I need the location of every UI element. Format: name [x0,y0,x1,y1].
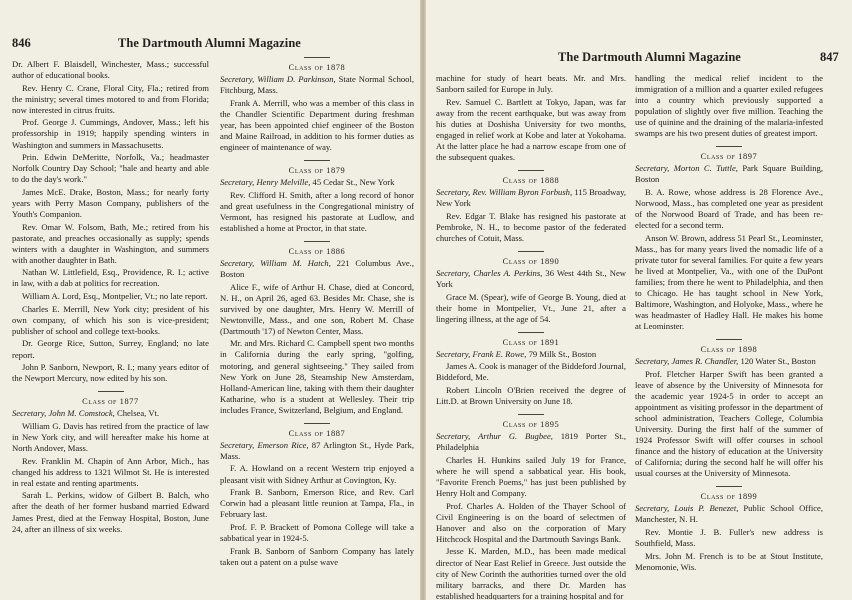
secretary-address: 36 West 44th St., New York [436,267,626,289]
secretary-label: Secretary, [220,439,255,450]
note-paragraph: Grace M. (Spear), wife of George B. Young, died at their home in Montpelier, Vt., June 21, after a lingering illness, at the age of 54. [436,291,626,324]
note-paragraph: Rev. Edgar T. Blake has resigned his pastorate at Pembroke, N. H., to become pastor of the federated churches of Cotuit, Mass. [436,210,626,243]
note-paragraph: Rev. Clifford H. Smith, after a long record of honor and great usefulness in the Congregational ministry of Vermont, has resigned his pastorate at Ludlow, and established a home at Proctor, in that state. [220,189,414,233]
secretary-name: Louis P. Benezet, [674,503,739,514]
note-paragraph: Alice F., wife of Arthur H. Chase, died at Concord, N. H., on April 26, aged 63. Besides Mr. Chase, she is survived by one daughter, Mrs. Henry W. Merrill of Newtonville, Mass., and one son, Robert M. Chase (Dartmouth '17) of Newton Center, Mass. [220,281,414,336]
secretary-name: Arthur G. Bugbee, [478,431,553,442]
right-column-1 [436,73,626,600]
page-number: 846 [12,36,31,50]
left-column-2 [220,50,414,569]
class-secretary [635,503,823,525]
note-paragraph: Frank B. Sanborn of Sanborn Company has lately taken out a patent on a pulse wave [220,545,414,567]
class-secretary [220,258,414,280]
secretary-name: Morton C. Tuttle, [673,163,738,174]
secretary-address: 45 Cedar St., New York [312,177,395,188]
note-paragraph: Dr. Albert F. Blaisdell, Winchester, Mass.; successful author of educational books. [12,59,209,81]
secretary-address: Public School Office, Manchester, N. H. [635,503,824,525]
secretary-label: Secretary, [436,187,471,198]
class-secretary [220,440,414,462]
note-paragraph: Frank A. Merrill, who was a member of this class in the Chandler Scientific Department during freshman year, has been appointed chief engineer of the Boston and Maine Railroad, in addition to his former duties as engineer of maintenance of way. [220,97,414,152]
secretary-name: James R. Chandler, [671,356,739,367]
running-head: The Dartmouth Alumni Magazine [118,36,301,50]
secretary-name: John M. Comstock, [48,408,115,419]
note-paragraph: handling the medical relief incident to the immigration of a million and a quarter exiled refugees into a country which previously supported a population of slightly over five million. Teaching the use of quinine and the draining of the malaria-infested swamps are his two present duties of greatest import. [635,73,823,139]
secretary-address: 221 Columbus Ave., Boston [220,257,414,279]
class-secretary [436,187,626,209]
secretary-address: 120 Water St., Boston [740,356,816,367]
class-heading: Class of 1888 [436,170,626,186]
class-heading: Class of 1877 [12,391,209,407]
note-paragraph: John P. Sanborn, Newport, R. I.; many years editor of the Newport Mercury, now edited by his son. [12,362,209,384]
note-paragraph: Mrs. John M. French is to be at Stout Institute, Menomonie, Wis. [635,550,823,572]
note-paragraph: machine for study of heart beats. Mr. and Mrs. Sanborn sailed for Europe in July. [436,73,626,95]
note-paragraph: Sarah L. Perkins, widow of Gilbert B. Balch, who after the death of her former husband married Edward James Prest, died at the Fenway Hospital, Boston, June 24, after an illness of six weeks. [12,490,209,534]
secretary-label: Secretary, [436,267,471,278]
note-paragraph: Rev. Montie J. B. Fuller's new address is Southfield, Mass. [635,527,823,549]
note-paragraph: Rev. Henry C. Crane, Floral City, Fla.; retired from the ministry; several times motored to and from Florida; now interested in citrus fruits. [12,82,209,115]
note-paragraph: Rev. Franklin M. Chapin of Ann Arbor, Mich., has changed his address to 1321 Wilmot St. He is interested in real estate and renting apartments. [12,455,209,488]
class-secretary [635,163,823,185]
secretary-address: 115 Broadway, New York [436,187,626,209]
note-paragraph: Nathan W. Littlefield, Esq., Providence, R. I.; active in law, with a dab at politics for recreation. [12,267,209,289]
class-heading: Class of 1879 [220,160,414,176]
class-heading: Class of 1891 [436,332,626,348]
secretary-name: Henry Melville, [256,177,311,188]
note-paragraph: Prof. Charles A. Holden of the Thayer School of Civil Engineering is on the board of selectmen of Hanover and also on the corporation of Mary Hitchcock Hospital and the Dartmouth Savings Bank. [436,500,626,544]
note-paragraph: Charles E. Merrill, New York city; president of his own company, of which his son is vice-president; publisher of school and college text-books. [12,303,209,336]
secretary-label: Secretary, [220,177,255,188]
secretary-label: Secretary, [436,431,471,442]
note-paragraph: Jesse K. Marden, M.D., has been made medical director of Near East Relief in Greece. Just outside the city of New Corinth the authorities turned over the old military barracks, and there Dr. Marden has established headquarters for a training hospital and for [436,546,626,600]
secretary-address: Park Square Building, Boston [635,163,823,185]
left-column-1 [12,59,209,536]
left-page [0,0,420,600]
secretary-address: 1819 Porter St., Philadelphia [436,431,626,453]
page-number: 847 [820,50,839,64]
secretary-name: William M. Hatch, [260,257,331,268]
note-paragraph: James A. Cook is manager of the Biddeford Journal, Biddeford, Me. [436,361,626,383]
secretary-name: Charles A. Perkins, [473,267,543,278]
class-secretary [220,177,414,188]
class-secretary [635,356,823,367]
class-secretary [12,408,209,419]
note-paragraph: Anson W. Brown, address 51 Pearl St., Leominster, Mass., has for many years lived the nomadic life of a private tutor for several families. For quite a few years he lived at Montpelier, Va., with one of the DuPont families; from there he went to Philadelphia, and then to Chicago. He has taught school in New York, Baltimore, Washington, and Holyoke, Mass., where he was headmaster of Hadley Hall. He makes his home at Leominster. [635,232,823,332]
secretary-label: Secretary, [436,348,471,359]
class-heading: Class of 1895 [436,414,626,430]
note-paragraph: William A. Lord, Esq., Montpelier, Vt.; no late report. [22,291,208,302]
right-page [426,0,852,600]
secretary-label: Secretary, [635,163,670,174]
class-secretary [220,74,414,96]
note-paragraph: Prof. George J. Cummings, Andover, Mass.; left his professorship in 1919; happily spending winters in Washington and summers in Massachusetts. [12,117,209,150]
note-paragraph: Rev. Samuel C. Bartlett at Tokyo, Japan, was far away from the recent earthquake, but was away from his duties at Doshisha University for two months, engaged in relief work at Kobe and later at Yokohama. At the latter place he had a narrow escape from one of the subsequent quakes. [436,96,626,162]
secretary-address: 87 Arlington St., Hyde Park, Mass. [220,439,414,461]
note-paragraph: Prof. Fletcher Harper Swift has been granted a leave of absence by the University of Minnesota for the academic year 1924-5 in order to accept an appointment as visiting professor in the department of school administration, Teachers College, Columbia University. During the first half of the summer of 1924 Professor Swift will offer courses in school finance and the history of education at the University of California; during the second half he will offer his usual courses at the University of Minnesota. [635,368,823,479]
class-heading: Class of 1886 [220,241,414,257]
note-paragraph: Mr. and Mrs. Richard C. Campbell spent two months in California during the early spring, "golfing, motoring, and general sightseeing." They sailed from New York on June 28, Steamship New Amsterdam, Holland-American line, taking with them their daughter Katharine, who is a student at Wellesley. Their trip includes France, Switzerland, Belgium, and England. [220,338,414,415]
note-paragraph: F. A. Howland on a recent Western trip enjoyed a pleasant visit with Sidney Arthur at Covington, Ky. [220,463,414,485]
class-heading: Class of 1897 [635,146,823,162]
running-head: The Dartmouth Alumni Magazine [558,50,741,64]
secretary-address: State Normal School, Fitchburg, Mass. [220,74,414,96]
note-paragraph: Prof. F. P. Brackett of Pomona College will take a sabbatical year in 1924-5. [220,521,414,543]
right-column-2 [635,73,823,574]
class-secretary [436,349,626,360]
secretary-label: Secretary, [635,503,670,514]
secretary-label: Secretary, [220,74,255,85]
class-heading: Class of 1878 [220,57,414,73]
note-paragraph: Frank B. Sanborn, Emerson Rice, and Rev. Carl Corwin had a pleasant little reunion at Tampa, Fla., in February last. [220,487,414,520]
class-secretary [436,268,626,290]
secretary-label: Secretary, [635,356,670,367]
note-paragraph: James McE. Drake, Boston, Mass.; for nearly forty years with Perry Mason Company, publishers of the Youth's Companion. [12,186,209,219]
note-paragraph: Rev. Omar W. Folsom, Bath, Me.; retired from his pastorate, and preaches occasionally as supply; spends winters with a daughter in Washington, and summers with another daughter in Bath. [12,221,209,265]
secretary-label: Secretary, [220,257,255,268]
note-paragraph: Robert Lincoln O'Brien received the degree of Litt.D. at Brown University on June 18. [436,385,626,407]
class-heading: Class of 1899 [635,486,823,502]
class-heading: Class of 1890 [436,251,626,267]
secretary-name: Frank E. Rowe, [472,348,527,359]
secretary-name: Emerson Rice, [257,439,309,450]
secretary-label: Secretary, [12,408,47,419]
secretary-name: Rev. William Byron Forbush, [472,187,573,198]
secretary-address: 79 Milk St., Boston [528,348,597,359]
class-secretary [436,431,626,453]
note-paragraph: Dr. George Rice, Sutton, Surrey, England; no late report. [12,338,209,360]
note-paragraph: Charles H. Hunkins sailed July 19 for France, where he will spend a sabbatical year. His book, "Favorite French Poems," has just been published by Henry Holt and Company. [436,454,626,499]
note-paragraph: B. A. Rowe, whose address is 28 Florence Ave., Norwood, Mass., has completed one year as president of the Norwood Board of Trade, and has been re-elected for a second term. [635,187,823,231]
note-paragraph: William G. Davis has retired from the practice of law in New York city, and will hereafter make his home at North Andover, Mass. [12,420,209,454]
note-paragraph: Prin. Edwin DeMeritte, Norfolk, Va.; headmaster Norfolk Country Day School; "hale and hearty and able to do the day's work." [12,152,209,185]
class-heading: Class of 1898 [635,339,823,355]
class-heading: Class of 1887 [220,423,414,439]
secretary-address: Chelsea, Vt. [116,408,160,419]
secretary-name: William D. Parkinson, [257,74,336,85]
